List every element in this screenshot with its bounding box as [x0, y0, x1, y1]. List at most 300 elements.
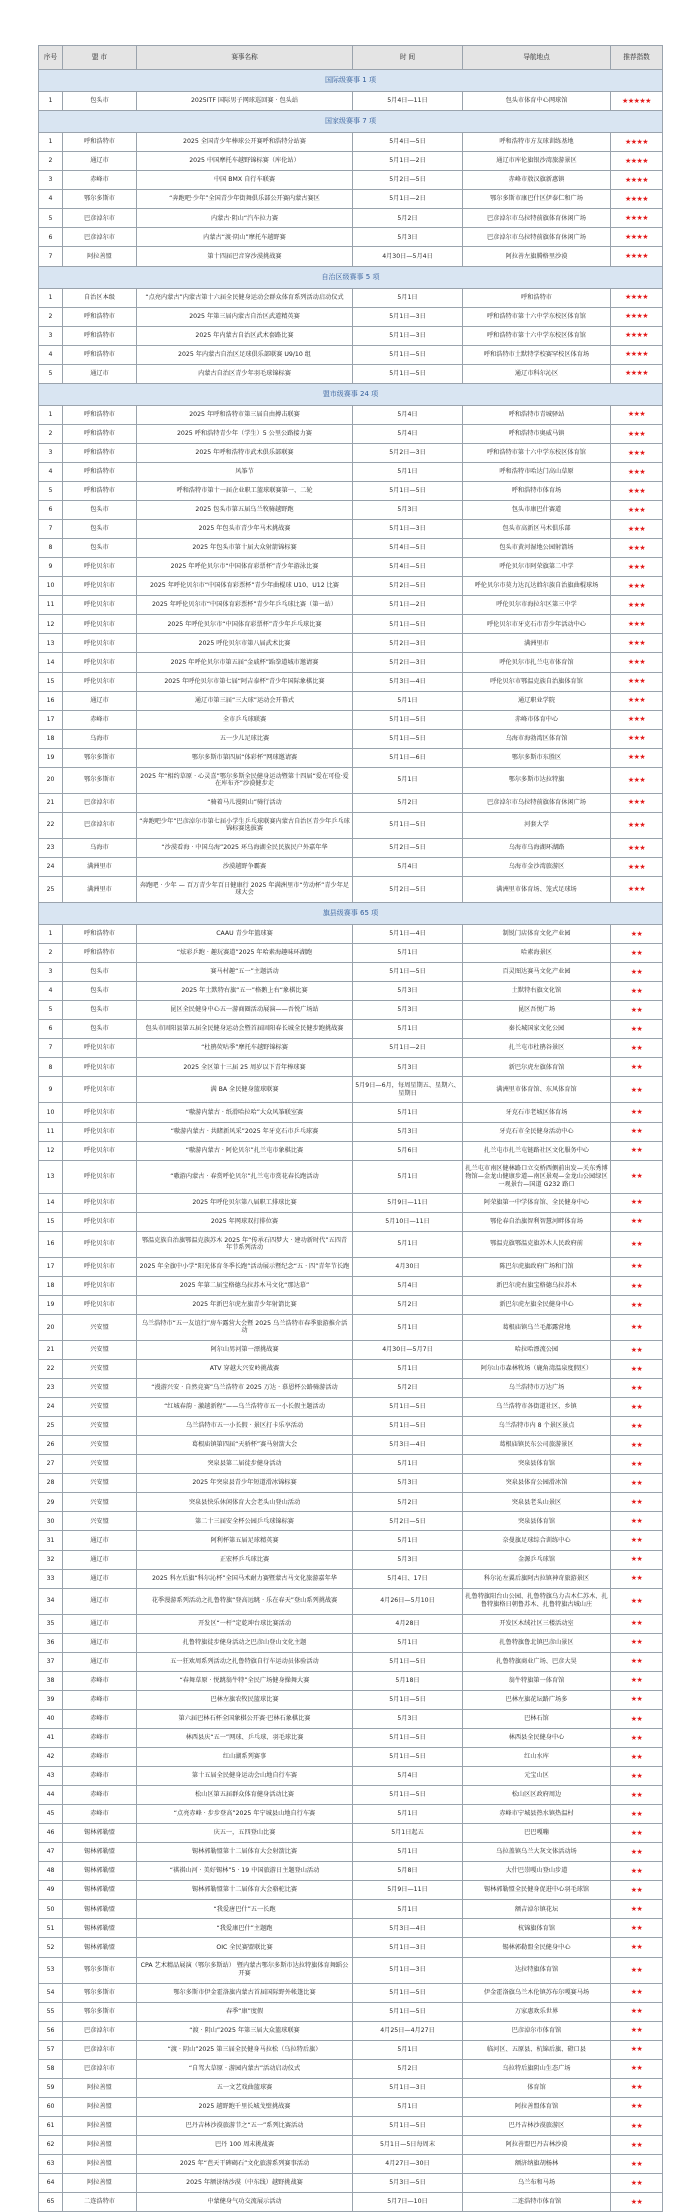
- row-time: 4月30日: [353, 1257, 463, 1276]
- table-row: [39, 767, 663, 793]
- row-city: 包头市: [63, 982, 137, 1001]
- table-row: [39, 171, 663, 190]
- row-rating: ★★★: [611, 443, 663, 462]
- row-time: 5月2日—5日: [353, 577, 463, 596]
- row-number: 2: [39, 307, 63, 326]
- row-event-name: 乌兰浩特市五一小长假 · 景区打卡乐享活动: [137, 1417, 353, 1436]
- row-event-name: 2025 年额济纳沙漠（中东线）越野挑战赛: [137, 2174, 353, 2193]
- row-number: 25: [39, 1417, 63, 1436]
- row-time: 5月4日—11日: [353, 92, 463, 111]
- row-location: 扎鲁特旗商业广场、巴彦大昊: [463, 1652, 611, 1671]
- row-location: 呼和浩特市第十六中学东校区体育馆: [463, 326, 611, 345]
- row-location: 满洲里市体育馆、东风体育馆: [463, 1077, 611, 1103]
- row-time: 5月1日—5日: [353, 963, 463, 982]
- row-time: 5月1日起五: [353, 1824, 463, 1843]
- row-number: 7: [39, 520, 63, 539]
- row-location: 赤峰市体育中心: [463, 710, 611, 729]
- row-number: 36: [39, 1633, 63, 1652]
- row-rating: ★★★★: [611, 209, 663, 228]
- row-location: 呼伦贝尔市莫力达瓦达斡尔族自治旗曲棍球场: [463, 577, 611, 596]
- table-row: [39, 1379, 663, 1398]
- table-row: [39, 1569, 663, 1588]
- row-location: 通辽市科尔沁区: [463, 364, 611, 383]
- row-city: 呼伦贝尔市: [63, 1077, 137, 1103]
- row-event-name: 内蒙古自治区青少年羽毛球锦标赛: [137, 364, 353, 383]
- row-rating: ★★: [611, 1862, 663, 1881]
- row-event-name: 2025 包头市第五届乌兰牧骑越野跑: [137, 501, 353, 520]
- row-location: 扎兰屯市杜鹃谷景区: [463, 1039, 611, 1058]
- row-city: 呼伦贝尔市: [63, 1193, 137, 1212]
- header-city: 盟 市: [63, 46, 137, 70]
- row-location: 乌兰浩特市内 8 个景区景点: [463, 1417, 611, 1436]
- table-row: [39, 634, 663, 653]
- table-row: [39, 710, 663, 729]
- row-rating: ★★: [611, 1786, 663, 1805]
- table-row: [39, 2040, 663, 2059]
- table-row: [39, 615, 663, 634]
- row-rating: ★★: [611, 963, 663, 982]
- row-rating: ★★: [611, 1709, 663, 1728]
- row-location: 乌兰浩特市各街道社区、乡镇: [463, 1398, 611, 1417]
- section-title: 国际级赛事 1 项: [39, 70, 663, 92]
- row-city: 赤峰市: [63, 1786, 137, 1805]
- row-time: 5月3日: [353, 501, 463, 520]
- row-rating: ★★★★: [611, 247, 663, 266]
- row-rating: ★★: [611, 1805, 663, 1824]
- row-location: 元宝山区: [463, 1767, 611, 1786]
- row-rating: ★★: [611, 1020, 663, 1039]
- row-location: 体育馆: [463, 2078, 611, 2097]
- row-location: 乌海市金沙湾旅游区: [463, 857, 611, 876]
- row-location: 陈巴尔虎旗政府广场和门馆: [463, 1257, 611, 1276]
- row-event-name: 满 BA 全民健身篮球联赛: [137, 1077, 353, 1103]
- table-row: [39, 963, 663, 982]
- row-event-name: 2025 科左后旗“科尔沁杯”全国马术耐力赛暨蒙古马文化旅游嘉年华: [137, 1569, 353, 1588]
- row-number: 59: [39, 2078, 63, 2097]
- row-city: 呼和浩特市: [63, 482, 137, 501]
- row-rating: ★★: [611, 1314, 663, 1340]
- row-number: 29: [39, 1493, 63, 1512]
- table-row: [39, 539, 663, 558]
- table-row: [39, 793, 663, 812]
- table-row: [39, 944, 663, 963]
- row-event-name: 2025 年第三届内蒙古自治区武道精英赛: [137, 307, 353, 326]
- row-location: 哈素海景区: [463, 944, 611, 963]
- table-row: [39, 326, 663, 345]
- row-event-name: 2025 年呼伦贝尔市“中国体育彩票杯”青少年游泳比赛: [137, 558, 353, 577]
- row-time: 4月25日—4月27日: [353, 2021, 463, 2040]
- row-number: 20: [39, 767, 63, 793]
- row-location: 制锐门店体育文化产业园: [463, 925, 611, 944]
- table-row: [39, 2021, 663, 2040]
- row-city: 呼和浩特市: [63, 925, 137, 944]
- row-rating: ★★: [611, 1455, 663, 1474]
- row-time: 5月1日: [353, 1531, 463, 1550]
- table-row: [39, 92, 663, 111]
- table-row: [39, 462, 663, 481]
- row-number: 52: [39, 1938, 63, 1957]
- row-number: 23: [39, 838, 63, 857]
- table-row: [39, 1805, 663, 1824]
- row-time: 5月1日: [353, 1020, 463, 1039]
- row-rating: ★★: [611, 2116, 663, 2135]
- row-rating: ★★: [611, 1614, 663, 1633]
- row-location: 包头市体育中心网球馆: [463, 92, 611, 111]
- row-number: 21: [39, 1341, 63, 1360]
- row-event-name: 2025 全区第十三届 25 周岁以下青年棒球赛: [137, 1058, 353, 1077]
- row-city: 锡林郭勒盟: [63, 1900, 137, 1919]
- row-rating: ★★: [611, 1058, 663, 1077]
- row-number: 33: [39, 1569, 63, 1588]
- row-city: 锡林郭勒盟: [63, 1919, 137, 1938]
- row-event-name: 2025 年呼伦贝尔市第七届“阿吉泰杯”青少年国际象棋比赛: [137, 672, 353, 691]
- row-rating: ★★★: [611, 520, 663, 539]
- row-time: 5月1日: [353, 691, 463, 710]
- row-time: 5月1日—5日: [353, 482, 463, 501]
- row-number: 44: [39, 1786, 63, 1805]
- row-city: 自治区本级: [63, 288, 137, 307]
- row-rating: ★★★★: [611, 364, 663, 383]
- row-number: 14: [39, 1193, 63, 1212]
- row-event-name: “点亮赤峰 · 步步登高”2025 年宁城县山地自行车赛: [137, 1805, 353, 1824]
- row-event-name: 2025 年呼伦贝尔市“中国体育彩票杯”青少年乒乓球比赛（第一站）: [137, 596, 353, 615]
- row-number: 22: [39, 1360, 63, 1379]
- table-row: [39, 812, 663, 838]
- row-city: 呼伦贝尔市: [63, 1212, 137, 1231]
- row-event-name: “沙漠看海 · 中国乌海”2025 环乌海湖全民民族民户外嘉年华: [137, 838, 353, 857]
- row-number: 48: [39, 1862, 63, 1881]
- row-rating: ★★: [611, 1474, 663, 1493]
- row-rating: ★★: [611, 1493, 663, 1512]
- table-row: [39, 1122, 663, 1141]
- row-city: 锡林郭勒盟: [63, 1938, 137, 1957]
- row-location: 鄂尔多斯市达拉特旗: [463, 767, 611, 793]
- row-event-name: “奔跑吧·少年”全国青少年街舞俱乐部公开赛内蒙古赛区: [137, 190, 353, 209]
- row-rating: ★★: [611, 2135, 663, 2154]
- row-rating: ★★★: [611, 876, 663, 902]
- row-number: 11: [39, 596, 63, 615]
- row-event-name: 扎鲁特旗徒步健身活动之巴彦山登山文化主题: [137, 1633, 353, 1652]
- section-header-row: [39, 70, 663, 92]
- row-number: 51: [39, 1919, 63, 1938]
- table-row: [39, 691, 663, 710]
- row-time: 5月4日: [353, 857, 463, 876]
- row-number: 6: [39, 228, 63, 247]
- row-time: 5月1日: [353, 288, 463, 307]
- row-location: 百灵图达赛马文化产业园: [463, 963, 611, 982]
- table-row: [39, 1881, 663, 1900]
- table-row: [39, 1690, 663, 1709]
- row-city: 包头市: [63, 963, 137, 982]
- table-row: [39, 1474, 663, 1493]
- table-row: [39, 1493, 663, 1512]
- row-rating: ★★★: [611, 424, 663, 443]
- row-location: 巴丹吉林沙漠旅游区: [463, 2116, 611, 2135]
- row-rating: ★★★: [611, 482, 663, 501]
- row-location: 牙克石市老城区体育场: [463, 1103, 611, 1122]
- row-number: 6: [39, 501, 63, 520]
- table-row: [39, 672, 663, 691]
- row-time: 5月2日: [353, 793, 463, 812]
- row-rating: ★★: [611, 1379, 663, 1398]
- row-time: 5月3日—5日: [353, 2174, 463, 2193]
- row-location: 突泉县体育公园滑冰馆: [463, 1474, 611, 1493]
- row-city: 赤峰市: [63, 1747, 137, 1766]
- table-row: [39, 364, 663, 383]
- table-row: [39, 2078, 663, 2097]
- row-city: 阿拉善盟: [63, 2078, 137, 2097]
- row-location: 乌兰浩特市万达广场: [463, 1379, 611, 1398]
- row-number: 54: [39, 1983, 63, 2002]
- row-event-name: “杜鹃荧咕季”摩托车越野锦标赛: [137, 1039, 353, 1058]
- row-city: 阿拉善盟: [63, 247, 137, 266]
- row-city: 通辽市: [63, 1652, 137, 1671]
- row-number: 45: [39, 1805, 63, 1824]
- row-city: 兴安盟: [63, 1436, 137, 1455]
- row-city: 巴彦淖尔市: [63, 812, 137, 838]
- row-rating: ★★: [611, 1531, 663, 1550]
- row-location: 万家惠欢乐世界: [463, 2002, 611, 2021]
- row-time: 5月18日: [353, 1671, 463, 1690]
- row-number: 5: [39, 209, 63, 228]
- row-event-name: 突泉县快乐休闲体育大会老头山登山活动: [137, 1493, 353, 1512]
- row-location: 扎鲁特旗阳台山公园、扎鲁特旗乌力吉木仁苏木、扎鲁特旗格日朝鲁苏木、扎鲁特旗古城山庄: [463, 1588, 611, 1614]
- table-row: [39, 1614, 663, 1633]
- row-location: 突泉县老头山景区: [463, 1493, 611, 1512]
- row-location: 红山水库: [463, 1747, 611, 1766]
- table-row: [39, 1512, 663, 1531]
- row-rating: ★★: [611, 1417, 663, 1436]
- row-time: 4月26日—5月10日: [353, 1588, 463, 1614]
- row-city: 赤峰市: [63, 710, 137, 729]
- row-event-name: 中蒙健身气功交流展示活动: [137, 2193, 353, 2212]
- table-row: [39, 424, 663, 443]
- row-time: 5月1日—6日: [353, 748, 463, 767]
- row-event-name: 开发区“一杆”定乾坤台球比赛活动: [137, 1614, 353, 1633]
- row-location: 赤峰市敖汉旗新惠镇: [463, 171, 611, 190]
- row-number: 7: [39, 247, 63, 266]
- row-rating: ★★: [611, 1767, 663, 1786]
- row-time: 5月1日: [353, 1360, 463, 1379]
- row-city: 赤峰市: [63, 1671, 137, 1690]
- row-event-name: OIC 全民赛盟联比赛: [137, 1938, 353, 1957]
- row-city: 呼伦贝尔市: [63, 596, 137, 615]
- row-location: 通辽职业学院: [463, 691, 611, 710]
- row-event-name: 2025 年全旗中小学“阳光体育冬季长跑”活动展示暨纪念“五 · 四”青年节长跑: [137, 1257, 353, 1276]
- row-number: 3: [39, 326, 63, 345]
- row-location: 奈曼旗足球综合训练中心: [463, 1531, 611, 1550]
- section-header-row: [39, 111, 663, 133]
- table-header-row: [39, 46, 663, 70]
- row-rating: ★★: [611, 1550, 663, 1569]
- row-rating: ★★★: [611, 793, 663, 812]
- row-rating: ★★: [611, 1569, 663, 1588]
- row-rating: ★★: [611, 2097, 663, 2116]
- row-rating: ★★: [611, 1122, 663, 1141]
- row-time: 5月3日—4日: [353, 1919, 463, 1938]
- table-row: [39, 1058, 663, 1077]
- row-event-name: 第六届巴林石杯全国象棋公开赛·巴林石象棋比赛: [137, 1709, 353, 1728]
- row-event-name: 2025 年新巴尔虎左旗青少年射箭比赛: [137, 1295, 353, 1314]
- row-rating: ★★★★: [611, 190, 663, 209]
- row-event-name: “骑着马儿漫阴山”骑行活动: [137, 793, 353, 812]
- row-time: 5月2日: [353, 2059, 463, 2078]
- row-event-name: “嗷游内蒙古 · 纸滑哈拉哈”大众风筝联室赛: [137, 1103, 353, 1122]
- table-row: [39, 228, 663, 247]
- row-city: 巴彦淖尔市: [63, 2059, 137, 2078]
- row-time: 5月1日: [353, 1160, 463, 1193]
- row-number: 9: [39, 1077, 63, 1103]
- row-number: 2: [39, 424, 63, 443]
- row-location: 林西县全民健身中心: [463, 1728, 611, 1747]
- table-row: [39, 190, 663, 209]
- row-number: 16: [39, 1231, 63, 1257]
- row-event-name: 鄂尔多斯市第四届“体彩杯”网球邀请赛: [137, 748, 353, 767]
- row-location: 乌拉特后旗阴山生态广场: [463, 2059, 611, 2078]
- row-rating: ★★: [611, 1512, 663, 1531]
- table-row: [39, 1983, 663, 2002]
- row-time: 5月4日: [353, 1767, 463, 1786]
- row-time: 5月1日—3日: [353, 2078, 463, 2097]
- row-time: 5月2日—5日: [353, 171, 463, 190]
- row-location: 呼和浩特市第十六中学东校区体育馆: [463, 307, 611, 326]
- row-number: 18: [39, 1276, 63, 1295]
- row-number: 11: [39, 1122, 63, 1141]
- row-time: 5月1日—3日: [353, 307, 463, 326]
- row-location: 呼伦贝尔市阿荣旗第二中学: [463, 558, 611, 577]
- table-row: [39, 1398, 663, 1417]
- row-rating: ★★: [611, 1843, 663, 1862]
- row-time: 5月3日: [353, 1709, 463, 1728]
- row-time: 5月4日: [353, 1276, 463, 1295]
- row-rating: ★★: [611, 1360, 663, 1379]
- row-time: 5月1日: [353, 1900, 463, 1919]
- row-number: 25: [39, 876, 63, 902]
- row-rating: ★★: [611, 1919, 663, 1938]
- table-row: [39, 307, 663, 326]
- table-row: [39, 1728, 663, 1747]
- row-city: 阿拉善盟: [63, 2116, 137, 2135]
- row-location: 额济纳旗胡杨林: [463, 2154, 611, 2173]
- row-rating: ★★★★: [611, 326, 663, 345]
- section-header-row: [39, 903, 663, 925]
- row-event-name: 风筝节: [137, 462, 353, 481]
- row-location: 通辽市库伦旗银沙湾旅游景区: [463, 152, 611, 171]
- row-event-name: 2025 年第二届宝格德乌拉苏木马文化“那达慕”: [137, 1276, 353, 1295]
- row-event-name: 沙漠越野争霸赛: [137, 857, 353, 876]
- row-rating: ★★: [611, 2078, 663, 2097]
- row-event-name: 2025 年“芭天干碑碣石”文化旅游系列赛事活动: [137, 2154, 353, 2173]
- row-location: 乌海市海勃湾区体育馆: [463, 729, 611, 748]
- row-number: 5: [39, 1001, 63, 1020]
- row-city: 兴安盟: [63, 1314, 137, 1340]
- table-row: [39, 152, 663, 171]
- row-number: 27: [39, 1455, 63, 1474]
- row-rating: ★★★: [611, 539, 663, 558]
- table-row: [39, 577, 663, 596]
- row-location: 牙克石市全民健身活动中心: [463, 1122, 611, 1141]
- events-table-container: [38, 45, 662, 2212]
- row-number: 23: [39, 1379, 63, 1398]
- row-number: 13: [39, 1160, 63, 1193]
- row-city: 通辽市: [63, 152, 137, 171]
- row-number: 50: [39, 1900, 63, 1919]
- table-row: [39, 857, 663, 876]
- row-time: 5月1日: [353, 1455, 463, 1474]
- row-rating: ★★★: [611, 577, 663, 596]
- row-rating: ★★: [611, 1103, 663, 1122]
- row-event-name: 2025 年包头市青少年马术挑战赛: [137, 520, 353, 539]
- row-city: 通辽市: [63, 364, 137, 383]
- row-city: 呼和浩特市: [63, 944, 137, 963]
- row-city: 阿拉善盟: [63, 2135, 137, 2154]
- row-city: 呼伦贝尔市: [63, 1160, 137, 1193]
- row-number: 17: [39, 710, 63, 729]
- row-location: 满洲里市: [463, 634, 611, 653]
- row-event-name: 2025 年网球双打排位赛: [137, 1212, 353, 1231]
- row-event-name: 第十四届巴音穿沙漠挑战赛: [137, 247, 353, 266]
- row-city: 兴安盟: [63, 1455, 137, 1474]
- row-rating: ★★: [611, 1690, 663, 1709]
- row-rating: ★★: [611, 1881, 663, 1900]
- row-event-name: 鄂尔多斯市伊金霍洛旗内蒙古首届国际野外帐篷比赛: [137, 1983, 353, 2002]
- row-time: 5月1日: [353, 1231, 463, 1257]
- row-event-name: 花季漫游系列活动之扎鲁特旗“登高远眺 · 乐在春天”登山系列挑战赛: [137, 1588, 353, 1614]
- table-row: [39, 1747, 663, 1766]
- row-event-name: “奔跑吧少年”巴彦淖尔市第七届小学生乒乓球联赛内蒙古自治区青少年乒乓球锦标赛选拔赛: [137, 812, 353, 838]
- row-time: 5月1日—3日: [353, 1957, 463, 1983]
- row-event-name: 林西县庆“五一”网球、乒乓球、羽毛球比赛: [137, 1728, 353, 1747]
- row-time: 5月2日—5日: [353, 1512, 463, 1531]
- row-city: 呼伦贝尔市: [63, 672, 137, 691]
- row-number: 24: [39, 1398, 63, 1417]
- row-number: 49: [39, 1881, 63, 1900]
- row-number: 40: [39, 1709, 63, 1728]
- row-rating: ★★: [611, 2002, 663, 2021]
- row-location: 杭锦旗体育馆: [463, 1919, 611, 1938]
- row-number: 65: [39, 2193, 63, 2212]
- row-rating: ★★: [611, 2193, 663, 2212]
- table-row: [39, 1193, 663, 1212]
- row-location: 阿荣旗第一中学体育馆、全民健身中心: [463, 1193, 611, 1212]
- row-city: 巴彦淖尔市: [63, 2040, 137, 2059]
- row-rating: ★★: [611, 1671, 663, 1690]
- row-event-name: 2025 全国青少年棒球公开赛呼和浩特分站赛: [137, 133, 353, 152]
- row-rating: ★★★★: [611, 345, 663, 364]
- row-time: 5月9日—11日: [353, 1881, 463, 1900]
- row-time: 5月9日—6月，每周星期五、星期六、星期日: [353, 1077, 463, 1103]
- row-number: 31: [39, 1531, 63, 1550]
- row-event-name: 内蒙古“渡·阴山”摩托车越野赛: [137, 228, 353, 247]
- row-time: 5月3日: [353, 1474, 463, 1493]
- table-row: [39, 345, 663, 364]
- row-location: 呼伦贝尔市鄂温克族自治旗体育馆: [463, 672, 611, 691]
- table-row: [39, 748, 663, 767]
- row-location: 葛根庙镇民东公司旅游景区: [463, 1436, 611, 1455]
- row-time: 5月1日: [353, 2097, 463, 2116]
- section-title: 旗县级赛事 65 项: [39, 903, 663, 925]
- row-rating: ★★★: [611, 634, 663, 653]
- table-row: [39, 1843, 663, 1862]
- row-location: 土默特右旗文化馆: [463, 982, 611, 1001]
- row-location: 阿拉善左旗腾格里沙漠: [463, 247, 611, 266]
- row-time: 5月1日—3日: [353, 520, 463, 539]
- table-row: [39, 1276, 663, 1295]
- table-row: [39, 1077, 663, 1103]
- row-location: 阿尔山市森林牧场（鹿角湾温泉度假区）: [463, 1360, 611, 1379]
- row-time: 5月2日—3日: [353, 653, 463, 672]
- row-number: 57: [39, 2040, 63, 2059]
